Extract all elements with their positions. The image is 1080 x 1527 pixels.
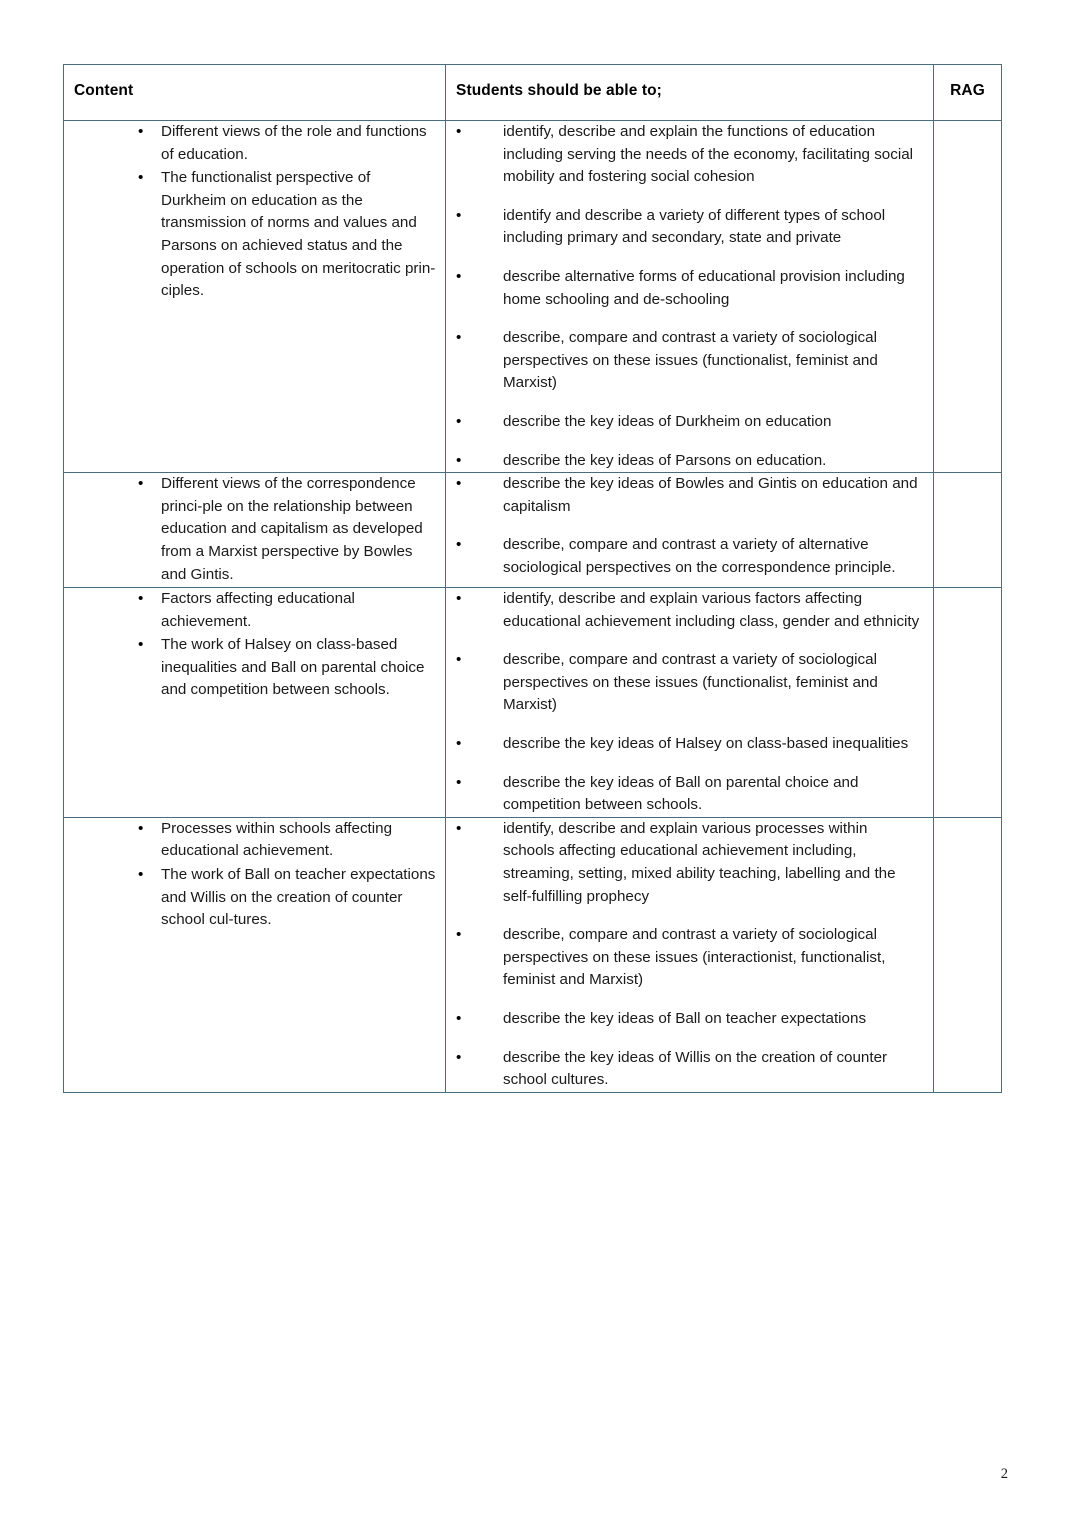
list-item-text: describe, compare and contrast a variety of sociological perspectives on these issues (interactionist, functionalist, feminist and Marxist) — [503, 926, 886, 989]
list-item-text: describe the key ideas of Halsey on class-based inequalities — [503, 735, 909, 753]
content-cell — [64, 121, 446, 473]
list-item — [446, 534, 933, 579]
list-item-text: identify, describe and explain various factors affecting educational achievement including class, gender and ethnicity — [503, 590, 920, 630]
rag-cell[interactable] — [934, 121, 1002, 473]
bullet-icon: • — [456, 536, 462, 554]
list-item — [64, 473, 445, 586]
list-item — [64, 864, 445, 932]
outcomes-cell — [446, 817, 934, 1092]
header-label-content: Content — [74, 82, 134, 99]
specification-table — [63, 64, 1002, 1093]
outcomes-cell — [446, 473, 934, 588]
list-item — [446, 924, 933, 992]
bullet-icon: • — [456, 926, 462, 944]
bullet-icon: • — [138, 169, 144, 187]
rag-cell[interactable] — [934, 588, 1002, 818]
list-item — [446, 266, 933, 311]
list-item-text: identify, describe and explain various processes within schools affecting educational achievement including, streaming, setting, mixed ability teaching, labelling and the self-fulfilling prophecy — [503, 819, 896, 905]
list-item-text: Different views of the correspondence princi-ple on the relationship between education and capitalism as developed from a Marxist perspective by Bowles and Gintis. — [161, 475, 423, 583]
list-item — [446, 205, 933, 250]
list-item — [64, 818, 445, 863]
content-bullet-list — [64, 818, 445, 932]
outcomes-bullet-list — [446, 121, 933, 472]
content-cell — [64, 817, 446, 1092]
bullet-icon: • — [138, 866, 144, 884]
list-item — [446, 450, 933, 473]
list-item-text: describe the key ideas of Durkheim on education — [503, 412, 832, 430]
content-bullet-list — [64, 121, 445, 303]
table-row — [64, 473, 1002, 588]
list-item-text: describe the key ideas of Ball on teacher expectations — [503, 1010, 867, 1027]
list-item-text: describe, compare and contrast a variety of sociological perspectives on these issues (functionalist, feminist and Marxist) — [503, 651, 878, 714]
content-cell — [64, 588, 446, 818]
list-item-text: describe the key ideas of Bowles and Gintis on education and capitalism — [503, 475, 918, 515]
table-body — [64, 121, 1002, 1093]
list-item-text: The functionalist perspective of Durkheim on education as the transmission of norms and values and Parsons on achieved status and the operation of schools on meritocratic prin-ciples. — [161, 169, 436, 300]
content-bullet-list — [64, 473, 445, 586]
list-item-text: describe, compare and contrast a variety of alternative sociological perspectives on the correspondence principle. — [503, 536, 896, 576]
list-item-text: describe the key ideas of Parsons on education. — [503, 451, 827, 469]
bullet-icon: • — [456, 329, 462, 347]
bullet-icon: • — [456, 206, 462, 224]
bullet-icon: • — [138, 636, 144, 654]
list-item-text: Factors affecting educational achievement. — [161, 590, 355, 630]
table-row — [64, 121, 1002, 473]
outcomes-cell — [446, 588, 934, 818]
list-item — [446, 1008, 933, 1031]
list-item-text: describe, compare and contrast a variety of sociological perspectives on these issues (functionalist, feminist and Marxist) — [503, 329, 878, 392]
list-item — [64, 167, 445, 303]
header-cell-content — [64, 65, 446, 121]
rag-cell[interactable] — [934, 473, 1002, 588]
list-item — [64, 634, 445, 702]
bullet-icon: • — [456, 451, 462, 469]
outcomes-bullet-list — [446, 473, 933, 579]
list-item — [446, 411, 933, 434]
bullet-icon: • — [456, 1010, 462, 1027]
list-item — [446, 121, 933, 189]
content-cell — [64, 473, 446, 588]
list-item-text: describe the key ideas of Willis on the creation of counter school cultures. — [503, 1048, 888, 1089]
content-bullet-list — [64, 588, 445, 702]
list-item-text: The work of Ball on teacher expectations and Willis on the creation of counter school cul-tures. — [161, 866, 436, 929]
table-row — [64, 588, 1002, 818]
table-header-row — [64, 65, 1002, 121]
list-item-text: Processes within schools affecting educational achievement. — [161, 819, 393, 860]
list-item — [446, 818, 933, 908]
list-item — [64, 121, 445, 166]
header-label-rag: RAG — [950, 82, 985, 99]
list-item — [446, 473, 933, 518]
list-item — [64, 588, 445, 633]
bullet-icon: • — [456, 412, 462, 430]
list-item-text: identify, describe and explain the functions of education including serving the needs of the economy, facilitating social mobility and fostering social cohesion — [503, 123, 914, 186]
bullet-icon: • — [456, 123, 462, 140]
bullet-icon: • — [456, 651, 462, 669]
outcomes-bullet-list — [446, 588, 933, 817]
list-item — [446, 327, 933, 395]
rag-cell[interactable] — [934, 817, 1002, 1092]
list-item — [446, 733, 933, 756]
bullet-icon: • — [456, 735, 462, 753]
list-item — [446, 1047, 933, 1092]
bullet-icon: • — [456, 1048, 462, 1066]
header-cell-outcomes — [446, 65, 934, 121]
list-item — [446, 649, 933, 717]
bullet-icon: • — [456, 590, 462, 608]
bullet-icon: • — [138, 819, 144, 837]
list-item-text: identify and describe a variety of different types of school including primary and secondary, state and private — [503, 206, 886, 247]
outcomes-bullet-list — [446, 818, 933, 1092]
bullet-icon: • — [138, 475, 144, 493]
page-number: 2 — [1000, 1466, 1008, 1482]
header-cell-rag — [934, 65, 1002, 121]
header-label-outcomes: Students should be able to; — [456, 82, 662, 99]
list-item-text: describe the key ideas of Ball on parental choice and competition between schools. — [503, 773, 859, 814]
bullet-icon: • — [456, 267, 462, 285]
list-item-text: Different views of the role and functions of education. — [161, 123, 427, 163]
bullet-icon: • — [456, 773, 462, 791]
table-row — [64, 817, 1002, 1092]
outcomes-cell — [446, 121, 934, 473]
bullet-icon: • — [456, 475, 462, 493]
list-item — [446, 772, 933, 817]
list-item — [446, 588, 933, 633]
bullet-icon: • — [138, 590, 144, 608]
list-item-text: The work of Halsey on class-based inequalities and Ball on parental choice and competition between schools. — [161, 636, 425, 699]
list-item-text: describe alternative forms of educational provision including home schooling and de-schooling — [503, 267, 905, 308]
bullet-icon: • — [138, 123, 144, 140]
bullet-icon: • — [456, 819, 462, 837]
